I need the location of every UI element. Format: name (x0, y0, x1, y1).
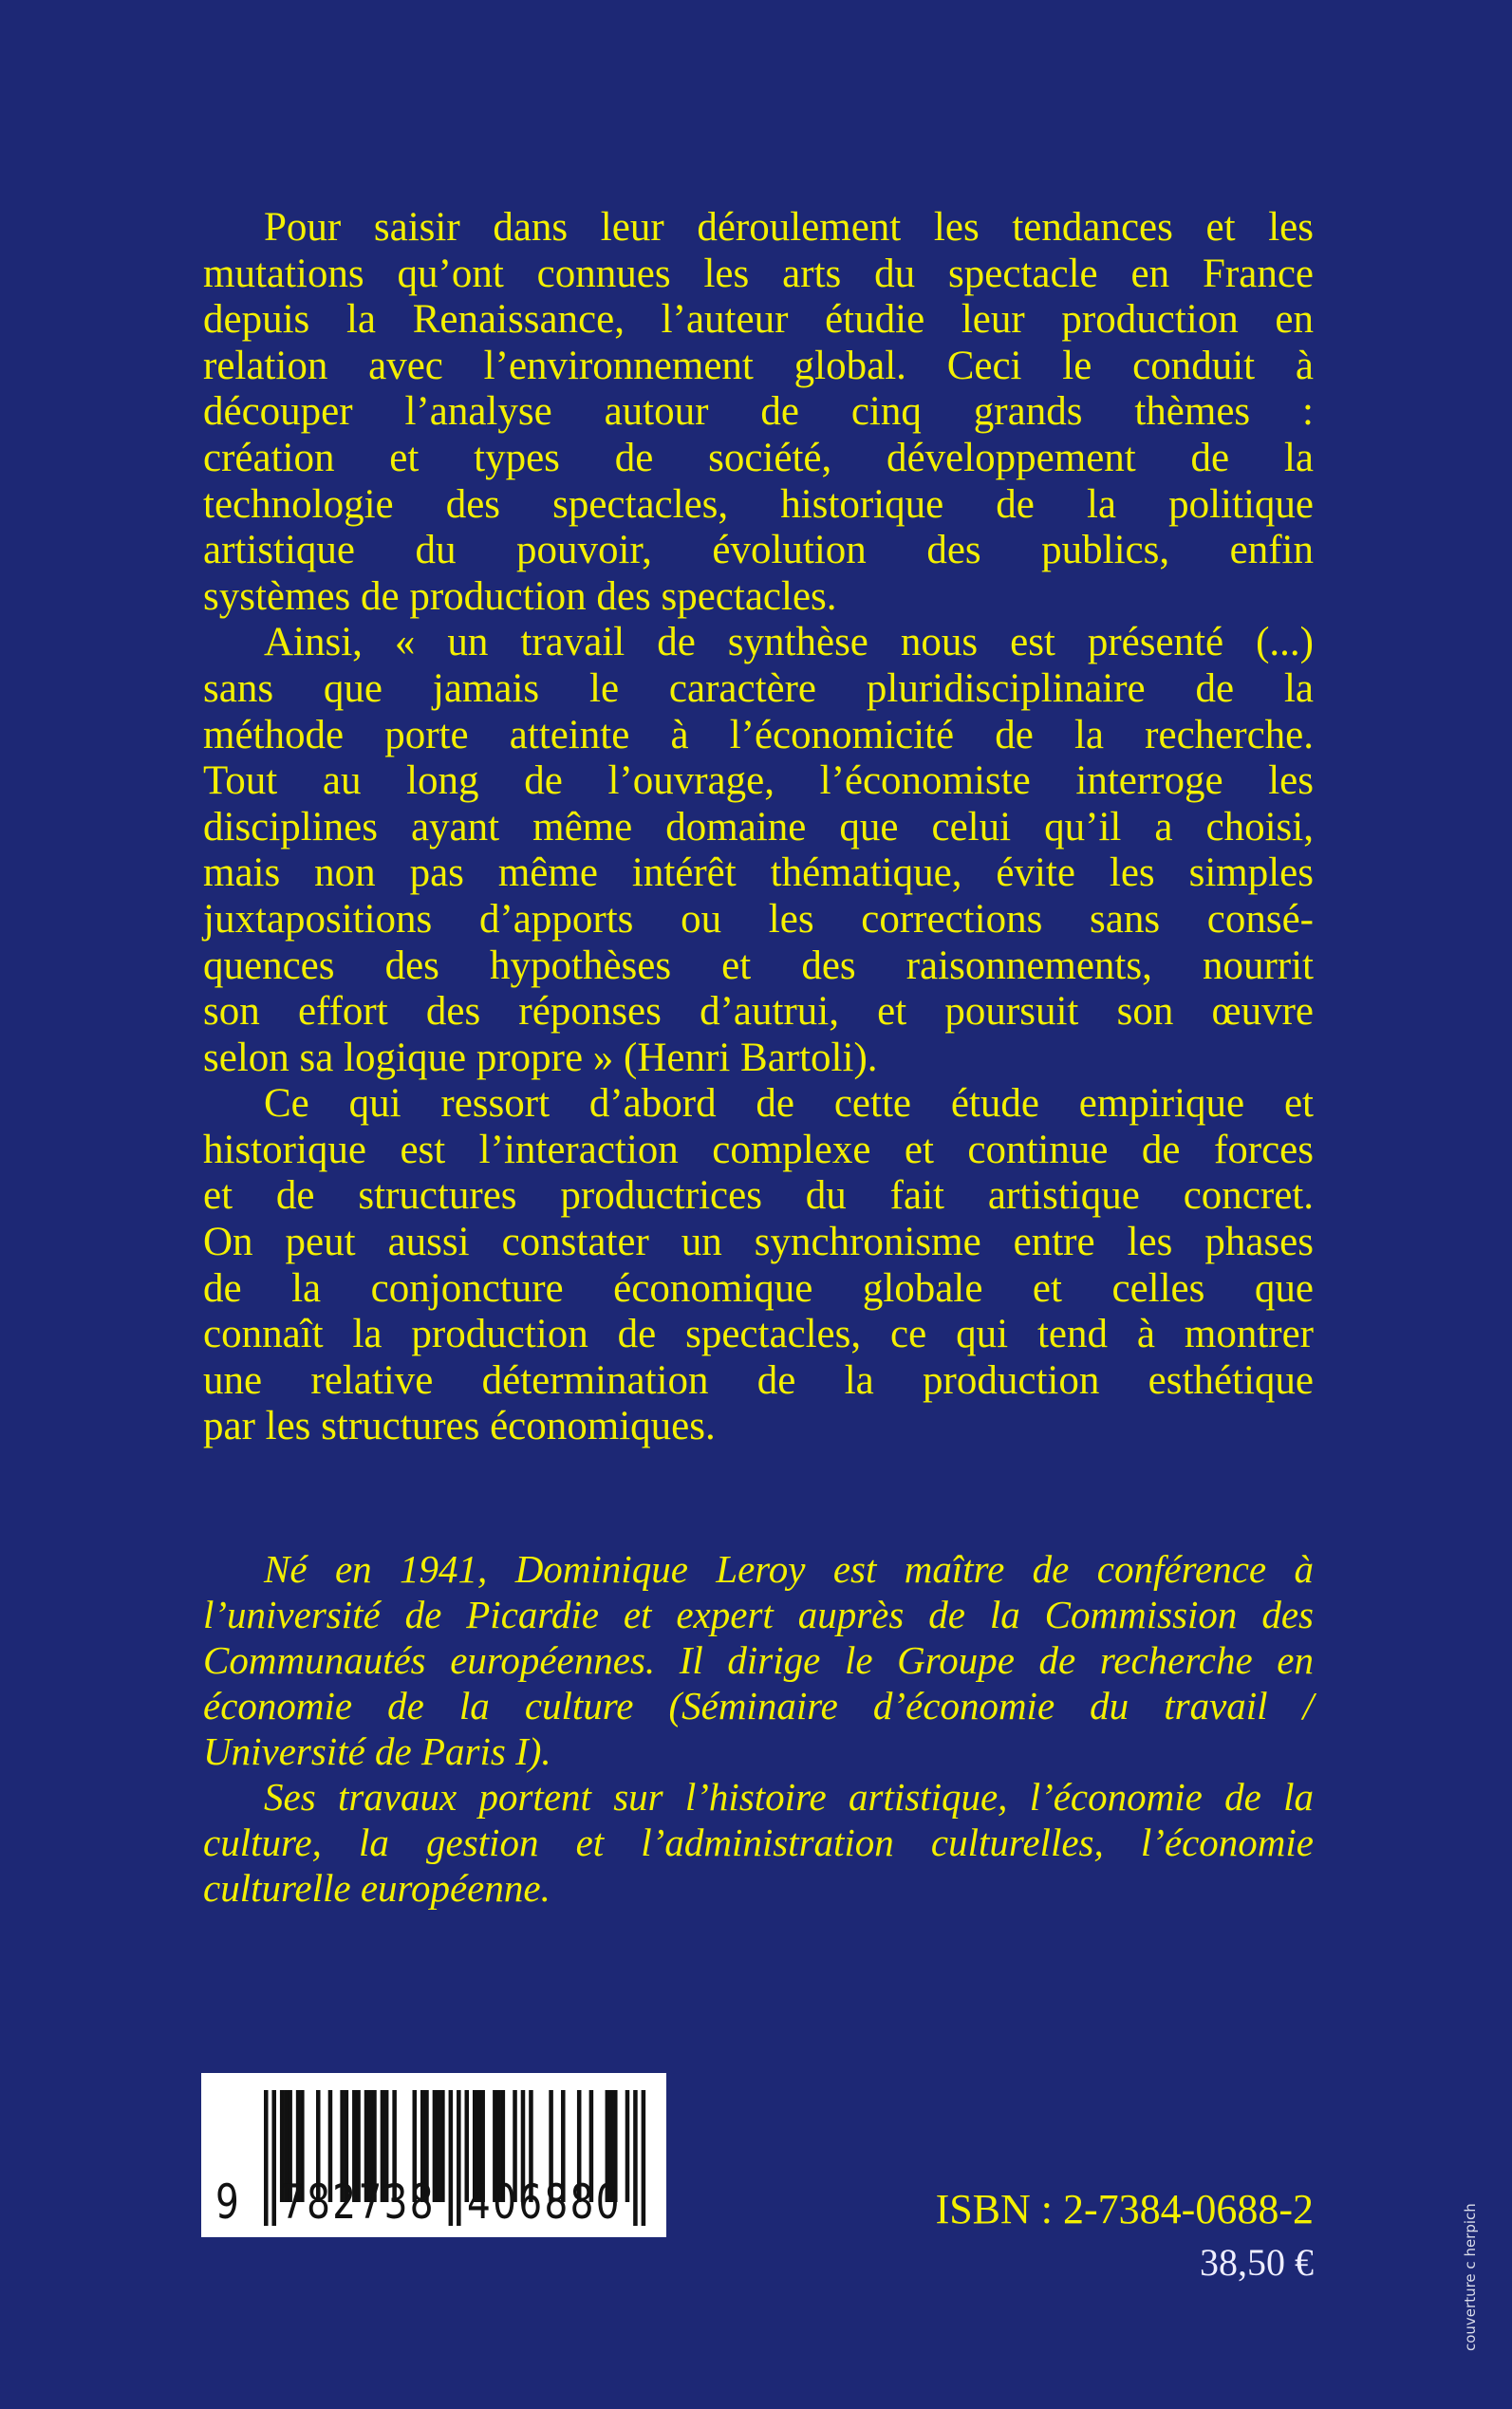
text-line: création et types de société, développement de la (203, 435, 1314, 480)
barcode-bar (642, 2090, 646, 2226)
text-line: Ainsi, « un travail de synthèse nous est présenté (...) (264, 620, 1314, 665)
barcode-bar (437, 2090, 441, 2202)
isbn-number: ISBN : 2-7384-0688-2 (935, 2186, 1314, 2232)
text-line: de la conjoncture économique globale et celles que (203, 1265, 1314, 1311)
text-line: par les structures économiques. (203, 1404, 716, 1449)
text-line: Pour saisir dans leur déroulement les tendances et les (264, 205, 1314, 250)
text-line: Communautés européennes. Il dirige le Groupe de recherche en (203, 1638, 1314, 1682)
barcode-bar (271, 2090, 276, 2226)
barcode-bar (264, 2090, 269, 2226)
text-line: sans que jamais le caractère pluridisciplinaire de la (203, 665, 1314, 711)
text-line: disciplines ayant même domaine que celui qu’il a choisi, (203, 804, 1314, 850)
text-line: méthode porte atteinte à l’économicité de la recherche. (203, 712, 1314, 757)
text-line: mais non pas même intérêt thématique, évite les simples (203, 850, 1314, 896)
text-line: systèmes de production des spectacles. (203, 573, 837, 619)
price: 38,50 € (1200, 2241, 1314, 2284)
text-line: culturelle européenne. (203, 1866, 551, 1910)
text-line: selon sa logique propre » (Henri Bartoli). (203, 1035, 878, 1080)
author-bio (203, 1546, 1314, 1911)
text-line: Tout au long de l’ouvrage, l’économiste interroge les (203, 758, 1314, 804)
text-line: découper l’analyse autour de cinq grands thèmes : (203, 389, 1314, 435)
text-line: une relative détermination de la production esthétique (203, 1357, 1314, 1403)
text-line: Ce qui ressort d’abord de cette étude empirique et (264, 1081, 1314, 1127)
text-line: l’université de Picardie et expert auprès de la Commission des (203, 1593, 1314, 1636)
text-line: Université de Paris I). (203, 1729, 551, 1773)
text-line: artistique du pouvoir, évolution des publics, enfin (203, 528, 1314, 573)
barcode-bar (440, 2090, 445, 2202)
barcode-bar (633, 2090, 638, 2226)
text-line: Né en 1941, Dominique Leroy est maître de conférence à (264, 1547, 1314, 1591)
barcode-right-digits: 406880 (467, 2175, 622, 2230)
summary-text (203, 205, 1314, 1450)
text-line: Ses travaux portent sur l’histoire artistique, l’économie de la (264, 1775, 1314, 1819)
text-line: technologie des spectacles, historique de la politique (203, 481, 1314, 527)
text-line: On peut aussi constater un synchronisme entre les phases (203, 1220, 1314, 1265)
barcode-bar (625, 2090, 630, 2202)
text-line: depuis la Renaissance, l’auteur étudie leur production en (203, 297, 1314, 343)
text-line: relation avec l’environnement global. Ceci le conduit à (203, 343, 1314, 388)
barcode-first-digit: 9 (215, 2175, 239, 2230)
text-line: culture, la gestion et l’administration culturelles, l’économie (203, 1821, 1314, 1864)
ean-barcode (201, 2073, 666, 2237)
text-line: et de structures productrices du fait artistique concret. (203, 1173, 1314, 1219)
text-line: quences des hypothèses et des raisonnements, nourrit (203, 943, 1314, 988)
text-line: économie de la culture (Séminaire d’économie du travail / (203, 1684, 1314, 1727)
cover-credit: couverture c herpich (1462, 2203, 1479, 2351)
text-line: mutations qu’ont connues les arts du spectacle en France (203, 251, 1314, 296)
barcode-bar (449, 2090, 454, 2226)
barcode-bar (457, 2090, 461, 2226)
text-line: historique est l’interaction complexe et continue de forces (203, 1127, 1314, 1172)
barcode-left-digits: 782738 (281, 2175, 436, 2230)
text-line: connaît la production de spectacles, ce qui tend à montrer (203, 1312, 1314, 1357)
text-line: son effort des réponses d’autrui, et poursuit son œuvre (203, 989, 1314, 1035)
text-line: juxtapositions d’apports ou les corrections sans consé- (203, 896, 1314, 942)
